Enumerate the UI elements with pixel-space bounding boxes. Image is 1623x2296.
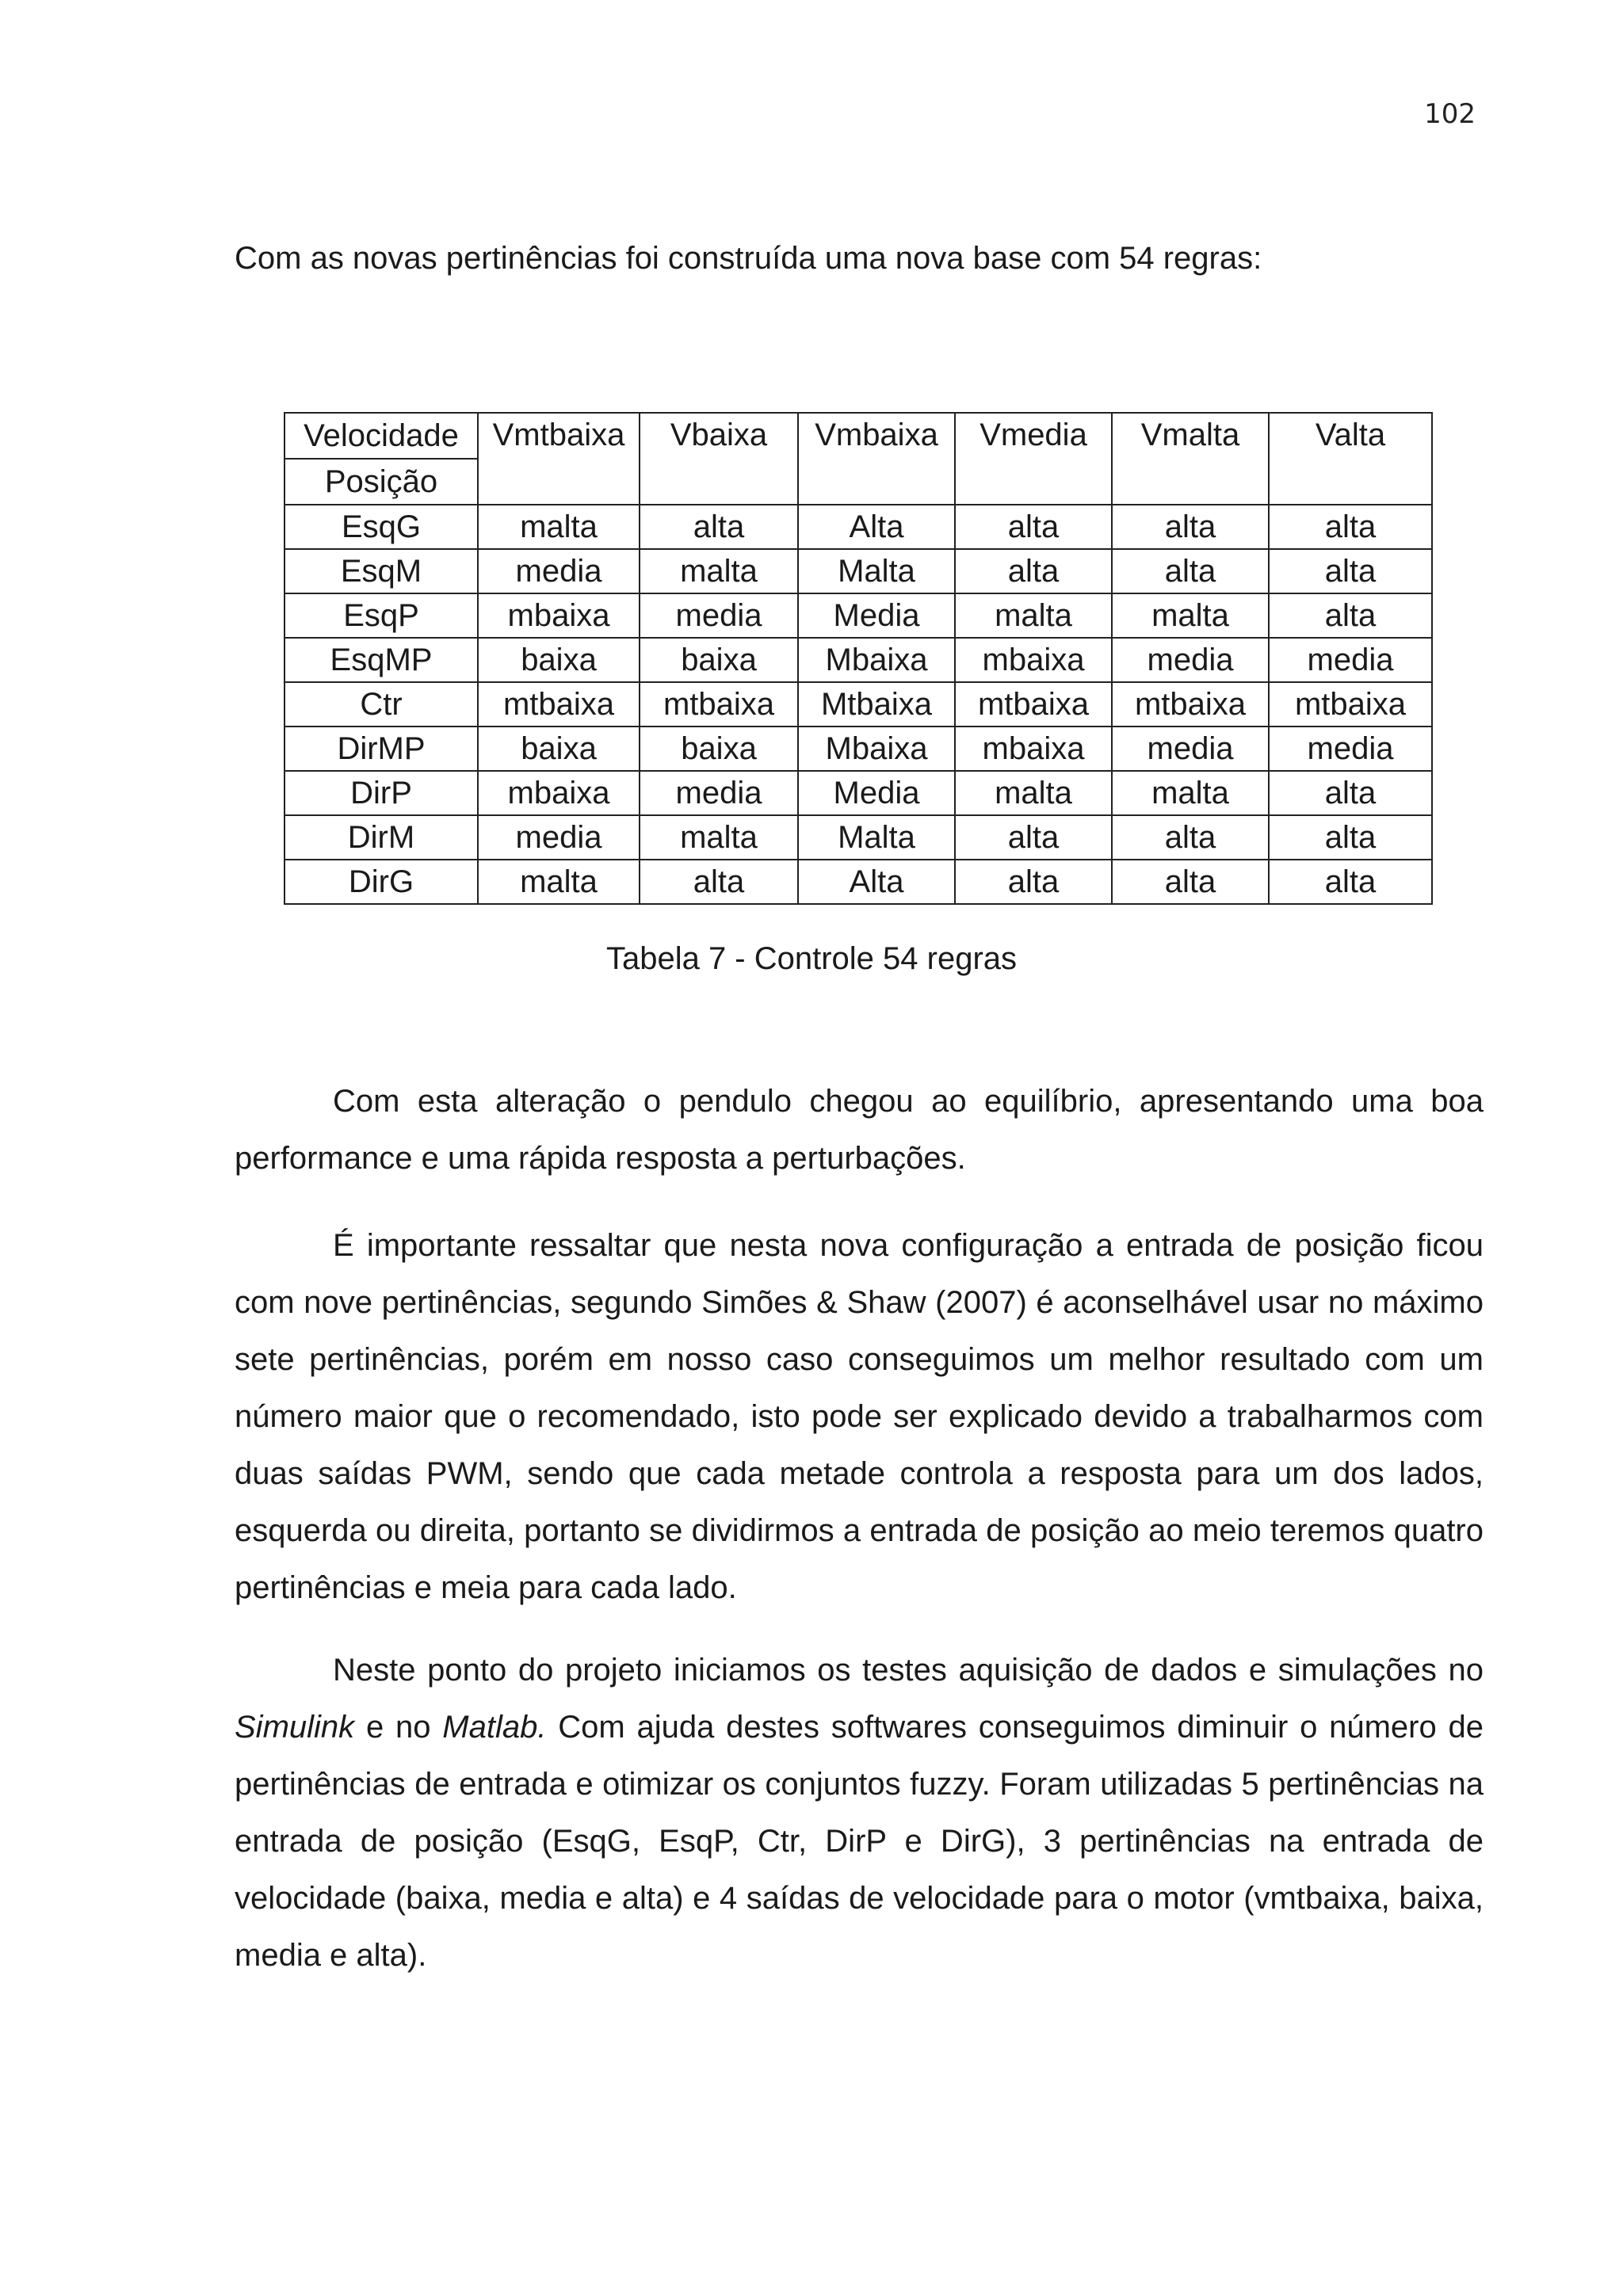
table-body [285,505,1432,904]
table-header-row [285,413,1432,505]
table-cell: alta [1269,860,1432,904]
table-row [285,771,1432,815]
table-cell: alta [1112,505,1269,549]
table-cell: alta [1112,860,1269,904]
table-cell: alta [955,505,1112,549]
table-cell: malta [478,505,640,549]
table-cell: malta [1112,771,1269,815]
table-cell: media [640,771,798,815]
table-cell: media [478,549,640,593]
table-cell: Malta [798,549,955,593]
row-label: EsqMP [285,638,478,682]
table-cell: mtbaixa [955,682,1112,727]
row-label: EsqP [285,593,478,638]
table-cell: mtbaixa [1269,682,1432,727]
corner-position-label: Posição [324,464,438,499]
table-cell: malta [955,771,1112,815]
row-label: DirP [285,771,478,815]
table-cell: baixa [478,727,640,771]
table-cell: media [478,815,640,860]
table-cell: media [1269,638,1432,682]
rules-table [284,412,1433,905]
paragraph-text: e no [354,1710,443,1745]
table-cell: alta [1269,505,1432,549]
table-cell: alta [955,549,1112,593]
table-cell: malta [955,593,1112,638]
table-cell: Media [798,593,955,638]
corner-velocity-label: Velocidade [285,414,477,460]
table-cell: Alta [798,860,955,904]
column-header: Vmalta [1112,413,1269,505]
table-row [285,638,1432,682]
table-cell: mtbaixa [478,682,640,727]
table-row [285,593,1432,638]
table-cell: alta [1269,815,1432,860]
page-number: 102 [1424,98,1476,130]
table-cell: alta [1269,549,1432,593]
table-cell: mbaixa [955,638,1112,682]
table-cell: alta [1269,593,1432,638]
table-cell: baixa [640,638,798,682]
table-cell: alta [640,505,798,549]
table-cell: alta [955,860,1112,904]
table-cell: mtbaixa [640,682,798,727]
column-header: Valta [1269,413,1432,505]
matlab-term: Matlab. [442,1710,547,1745]
table-cell: baixa [640,727,798,771]
table-cell: Alta [798,505,955,549]
paragraph-text: Neste ponto do projeto iniciamos os testes aquisição de dados e simulações no [333,1653,1484,1688]
table-row [285,860,1432,904]
table-cell: alta [1269,771,1432,815]
table-cell: alta [1112,549,1269,593]
row-label: DirM [285,815,478,860]
row-label: Ctr [285,682,478,727]
intro-sentence: Com as novas pertinências foi construída uma nova base com 54 regras: [235,241,1262,276]
table-cell: malta [478,860,640,904]
table-cell: alta [955,815,1112,860]
table-cell: Media [798,771,955,815]
paragraph-text: Com ajuda destes softwares conseguimos diminuir o número de pertinências de entrada e otimizar os conjuntos fuzzy. Foram utilizadas 5 pertinências na entrada de posição (EsqG, EsqP, Ctr, DirP e DirG), 3 pertinências na entrada de velocidade (baixa, media e alta) e 4 saídas de velocidade para o motor (vmtbaixa, baixa, media e alta). [235,1710,1484,1973]
corner-cell [285,413,478,505]
simulink-term: Simulink [235,1710,355,1745]
column-header: Vmedia [955,413,1112,505]
column-header: Vmtbaixa [478,413,640,505]
table-cell: alta [640,860,798,904]
table-cell: mtbaixa [1112,682,1269,727]
table-row [285,815,1432,860]
table-cell: Mbaixa [798,727,955,771]
table-cell: malta [1112,593,1269,638]
table-row [285,727,1432,771]
table-cell: Mbaixa [798,638,955,682]
table-cell: Malta [798,815,955,860]
table-cell: media [640,593,798,638]
table-cell: malta [640,549,798,593]
row-label: DirMP [285,727,478,771]
table-cell: alta [1112,815,1269,860]
table-cell: media [1112,638,1269,682]
table-cell: Mtbaixa [798,682,955,727]
table-cell: baixa [478,638,640,682]
paragraph-pertinences: É importante ressaltar que nesta nova configuração a entrada de posição ficou com nove pertinências, segundo Simões & Shaw (2007) é aconselhável usar no máximo sete pertinências, porém em nosso caso conseguimos um melhor resultado com um número maior que o recomendado, isto pode ser explicado devido a trabalharmos com duas saídas PWM, sendo que cada metade controla a resposta para um dos lados, esquerda ou direita, portanto se dividirmos a entrada de posição ao meio teremos quatro pertinências e meia para cada lado. [235,1228,1484,1605]
table-row [285,549,1432,593]
table-cell: malta [640,815,798,860]
table-cell: media [1112,727,1269,771]
table-row [285,682,1432,727]
table-row [285,505,1432,549]
column-header: Vbaixa [640,413,798,505]
column-header: Vmbaixa [798,413,955,505]
table-cell: mbaixa [478,593,640,638]
row-label: EsqG [285,505,478,549]
paragraph-simulations [235,1642,1484,1984]
row-label: DirG [285,860,478,904]
table-cell: mbaixa [478,771,640,815]
paragraph-equilibrium: Com esta alteração o pendulo chegou ao equilíbrio, apresentando uma boa performance e uma rápida resposta a perturbações. [235,1084,1484,1176]
row-label: EsqM [285,549,478,593]
table-cell: mbaixa [955,727,1112,771]
table-caption: Tabela 7 - Controle 54 regras [605,941,1018,976]
table-cell: media [1269,727,1432,771]
